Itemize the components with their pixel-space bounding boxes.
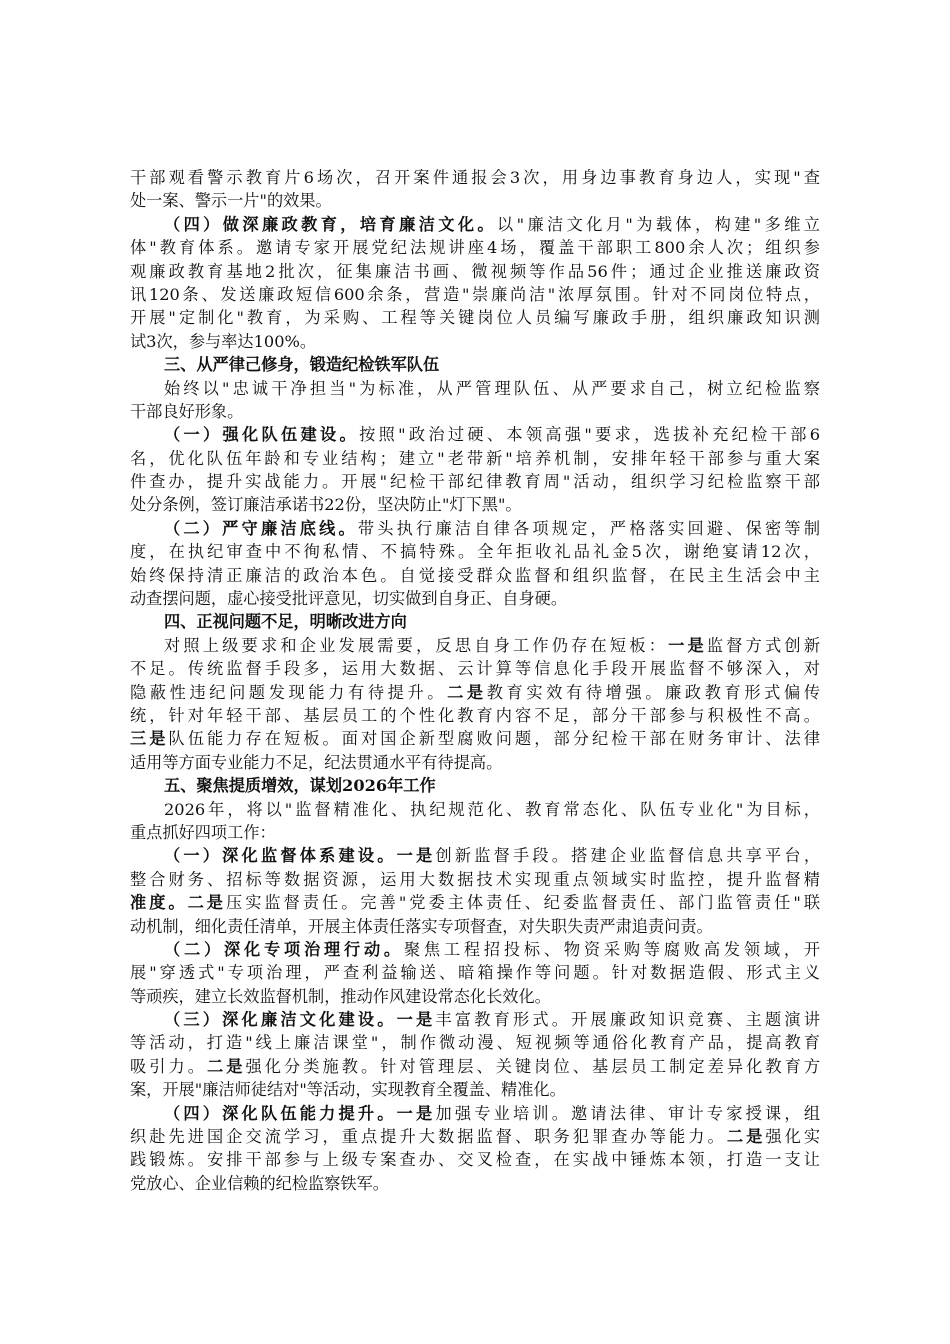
line-text: 讯120条、发送廉政短信600余条，营造"崇廉尚洁"浓厚氛围。针对不同岗位特点， bbox=[130, 284, 820, 304]
line-text: 聚焦工程招投标、物资采购等腐败高发领域，开 bbox=[403, 939, 821, 959]
line-text: 开展"定制化"教育，为采购、工程等关键岗位人员编写廉政手册，组织廉政知识测 bbox=[130, 308, 820, 328]
line-text: 等活动，打造"线上廉洁课堂"，制作微动漫、短视频等通俗化教育产品，提高教育 bbox=[130, 1033, 820, 1053]
line-text: 统，针对年轻干部、基层员工的个性化教育内容不足，部分干部参与积极性不高。 bbox=[130, 705, 820, 725]
text-line bbox=[130, 727, 820, 750]
bold-heading: 四、正视问题不足，明晰改进方向 bbox=[164, 612, 407, 632]
text-line bbox=[130, 821, 820, 844]
line-text: 适用等方面专业能力不足，纪法贯通水平有待提高。 bbox=[130, 752, 503, 772]
line-text: 案，开展"廉洁师徒结对"等活动，实现教育全覆盖、精准化。 bbox=[130, 1080, 566, 1100]
line-text: 队伍能力存在短板。面对国企新型腐败问题，部分纪检干部在财务审计、法律 bbox=[168, 729, 821, 749]
line-text: 对照上级要求和企业发展需要，反思自身工作仍存在短板： bbox=[164, 635, 669, 655]
line-text: 体"教育体系。邀请专家开展党纪法规讲座4场，覆盖干部职工800余人次；组织参 bbox=[130, 238, 820, 258]
text-line bbox=[130, 1008, 820, 1031]
line-tail: 强化分类施教。针对管理层、关键岗位、基层员工制定差异化教育方 bbox=[245, 1056, 821, 1076]
text-line bbox=[130, 868, 820, 891]
text-line bbox=[130, 1055, 820, 1078]
text-line bbox=[130, 844, 820, 867]
line-text: 隐蔽性违纪问题发现能力有待提升。 bbox=[130, 682, 448, 702]
bold-marker: 一是 bbox=[668, 635, 707, 655]
line-text: 等顽疾，建立长效监督机制，推动作风建设常态化长效化。 bbox=[130, 986, 551, 1006]
text-line bbox=[130, 189, 820, 212]
line-text: 以"廉洁文化月"为载体，构建"多维立 bbox=[497, 214, 820, 234]
bold-heading: （三）深化廉洁文化建设。一是 bbox=[164, 1010, 436, 1030]
line-text: 名，优化队伍年龄和专业结构；建立"老带新"培养机制，安排年轻干部参与重大案 bbox=[130, 448, 820, 468]
text-line bbox=[130, 423, 820, 446]
text-line bbox=[130, 400, 820, 423]
bold-heading: （四）做深廉政教育，培育廉洁文化。 bbox=[164, 214, 498, 234]
line-text: 展"穿透式"专项治理，严查利益输送、暗箱操作等问题。针对数据造假、形式主义 bbox=[130, 963, 820, 983]
bold-heading: （一）强化队伍建设。 bbox=[164, 425, 360, 445]
text-line bbox=[130, 330, 820, 353]
bold-heading: 三、从严律己修身，锻造纪检铁军队伍 bbox=[164, 355, 440, 375]
line-text: 吸引力。 bbox=[130, 1056, 208, 1076]
text-line bbox=[130, 985, 820, 1008]
text-line bbox=[130, 306, 820, 329]
bold-heading: （二）深化专项治理行动。 bbox=[164, 939, 404, 959]
text-line bbox=[130, 634, 820, 657]
line-text: 干部良好形象。 bbox=[130, 401, 244, 421]
line-text: 党放心、企业信赖的纪检监察铁军。 bbox=[130, 1173, 389, 1193]
line-text: 按照"政治过硬、本领高强"要求，选拔补充纪检干部6 bbox=[359, 425, 820, 445]
text-line bbox=[130, 1031, 820, 1054]
bold-heading: 三是 bbox=[130, 729, 169, 749]
bold-marker: 二是 bbox=[726, 1127, 766, 1147]
line-text: 压实监督责任。完善"党委主体责任、纪委监督责任、部门监管责任"联 bbox=[226, 893, 821, 913]
line-text: 重点抓好四项工作： bbox=[130, 822, 276, 842]
text-line bbox=[130, 657, 820, 680]
line-text: 试3次，参与率达100%。 bbox=[130, 331, 317, 351]
line-text: 带头执行廉洁自律各项规定，严格落实回避、保密等制 bbox=[357, 518, 821, 538]
line-tail: 监督方式创新 bbox=[706, 635, 821, 655]
line-text: 加强专业培训。邀请法律、审计专家授课，组 bbox=[435, 1103, 821, 1123]
line-text: 动查摆问题，虚心接受批评意见，切实做到自身正、自身硬。 bbox=[130, 589, 568, 609]
text-line bbox=[130, 1172, 820, 1195]
text-line bbox=[130, 1102, 820, 1125]
bold-marker: 二是 bbox=[447, 682, 487, 702]
line-text: 始终保持清正廉洁的政治本色。自觉接受群众监督和组织监督，在民主生活会中主 bbox=[130, 565, 820, 585]
line-text: 践锻炼。安排干部参与上级专案查办、交叉检查，在实战中锤炼本领，打造一支让 bbox=[130, 1150, 820, 1170]
line-text: 动机制，细化责任清单，开展主体责任落实专项督查，对失职失责严肃追责问责。 bbox=[130, 916, 713, 936]
text-line bbox=[130, 236, 820, 259]
text-line bbox=[130, 447, 820, 470]
line-text: 织赴先进国企交流学习，重点提升大数据监督、职务犯罪查办等能力。 bbox=[130, 1127, 727, 1147]
bold-heading: （四）深化队伍能力提升。一是 bbox=[164, 1103, 436, 1123]
text-line bbox=[130, 915, 820, 938]
line-text: 件查办，提升实战能力。开展"纪检干部纪律教育周"活动，组织学习纪检监察干部 bbox=[130, 472, 820, 492]
text-line bbox=[130, 704, 820, 727]
text-line bbox=[130, 751, 820, 774]
bold-heading: 五、聚焦提质增效，谋划2026年工作 bbox=[164, 776, 436, 796]
text-line bbox=[130, 283, 820, 306]
text-line bbox=[130, 517, 820, 540]
text-line bbox=[130, 587, 820, 610]
text-line bbox=[130, 891, 820, 914]
line-text: 处一案、警示一片"的效果。 bbox=[130, 191, 332, 211]
line-text: 创新监督手段。搭建企业监督信息共享平台， bbox=[435, 846, 821, 866]
text-line bbox=[130, 166, 820, 189]
bold-marker: 二是 bbox=[207, 1056, 246, 1076]
text-line bbox=[130, 961, 820, 984]
text-line bbox=[130, 564, 820, 587]
line-text: 始终以"忠诚干净担当"为标准，从严管理队伍、从严要求自己，树立纪检监察 bbox=[164, 378, 820, 398]
text-line bbox=[130, 493, 820, 516]
line-text: 处分条例，签订廉洁承诺书22份，坚决防止"灯下黑"。 bbox=[130, 495, 522, 515]
text-line bbox=[130, 213, 820, 236]
text-line bbox=[130, 260, 820, 283]
line-text: 度，在执纪审查中不徇私情、不搞特殊。全年拒收礼品礼金5次，谢绝宴请12次， bbox=[130, 542, 820, 562]
text-line bbox=[130, 938, 820, 961]
line-text: 观廉政教育基地2批次，征集廉洁书画、微视频等作品56件；通过企业推送廉政资 bbox=[130, 261, 820, 281]
text-line bbox=[130, 1125, 820, 1148]
line-text: 不足。传统监督手段多，运用大数据、云计算等信息化手段开展监督不够深入，对 bbox=[130, 659, 820, 679]
line-text: 丰富教育形式。开展廉政知识竞赛、主题演讲 bbox=[435, 1010, 821, 1030]
line-tail: 教育实效有待增强。廉政教育形式偏传 bbox=[486, 682, 821, 702]
line-text: 干部观看警示教育片6场次，召开案件通报会3次，用身边事教育身边人，实现"查 bbox=[130, 168, 820, 187]
line-text: 整合财务、招标等数据资源，运用大数据技术实现重点领域实时监控，提升监督精 bbox=[130, 869, 820, 889]
bold-heading: 准度。二是 bbox=[130, 893, 227, 913]
text-line bbox=[130, 353, 820, 376]
line-text: 2026年，将以"监督精准化、执纪规范化、教育常态化、队伍专业化"为目标， bbox=[164, 799, 820, 819]
line-tail: 强化实 bbox=[765, 1127, 821, 1147]
text-line bbox=[130, 470, 820, 493]
text-line bbox=[130, 774, 820, 797]
text-line bbox=[130, 798, 820, 821]
text-line bbox=[130, 1078, 820, 1101]
text-line bbox=[130, 610, 820, 633]
text-line bbox=[130, 681, 820, 704]
bold-heading: （一）深化监督体系建设。一是 bbox=[164, 846, 436, 866]
text-line bbox=[130, 540, 820, 563]
text-line bbox=[130, 1148, 820, 1171]
bold-heading: （二）严守廉洁底线。 bbox=[164, 518, 358, 538]
document-body bbox=[130, 166, 820, 1195]
text-line bbox=[130, 377, 820, 400]
